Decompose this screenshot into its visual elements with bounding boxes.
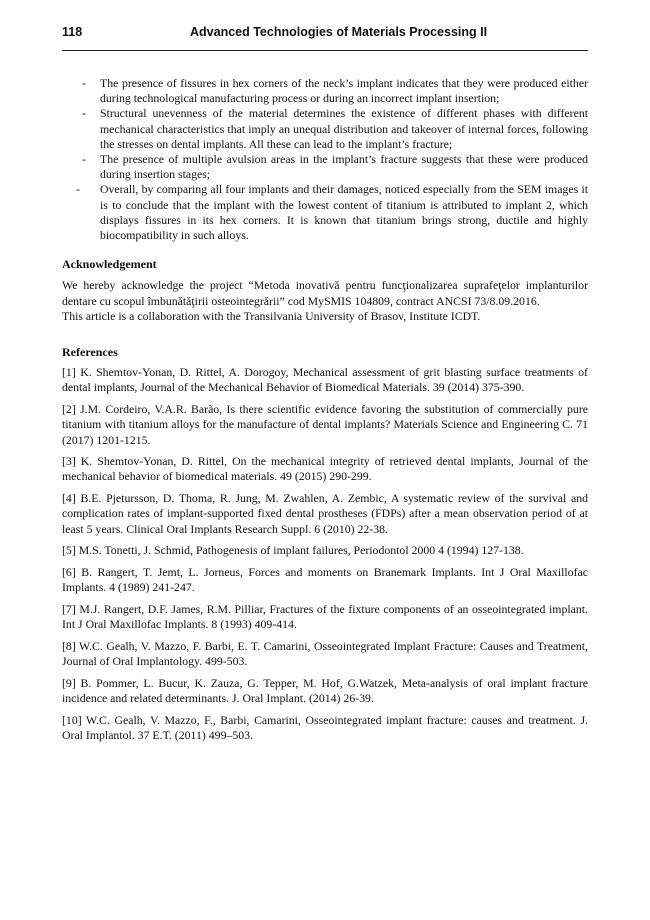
bullet-marker: - xyxy=(76,182,80,197)
reference-item: [9] B. Pommer, L. Bucur, K. Zauza, G. Tepper, M. Hof, G.Watzek, Meta-analysis of oral implant fracture incidence and related determinants. J. Oral Implant. (2014) 26-39. xyxy=(62,675,588,705)
acknowledgement-text xyxy=(62,278,588,324)
bullet-marker: - xyxy=(82,152,86,167)
reference-item: [3] K. Shemtov-Yonan, D. Rittel, On the mechanical integrity of retrieved dental implants, Journal of the mechanical behavior of biomedical materials. 49 (2015) 290-299. xyxy=(62,454,588,484)
reference-item: [8] W.C. Gealh, V. Mazzo, F. Barbi, E. T. Camarini, Osseointegrated Implant Fracture: Causes and Treatment, Journal of Oral Implantology. 499-503. xyxy=(62,638,588,668)
conclusion-bullets xyxy=(62,76,588,243)
bullet-marker: - xyxy=(82,76,86,90)
reference-item: [7] M.J. Rangert, D.F. James, R.M. Pilliar, Fractures of the fixture components of an osseointegrated implant. Int J Oral Maxillofac Implants. 8 (1993) 409-414. xyxy=(62,601,588,632)
acknowledgement-paragraph: This article is a collaboration with the Transilvania University of Brasov, Institute ICDT. xyxy=(62,308,481,323)
bullet-item xyxy=(62,106,588,152)
acknowledgement-paragraph: We hereby acknowledge the project “Metoda inovativă pentru funcţionalizarea suprafeţelor implanturilor dentare cu scopul îmbunătăţirii osteointegrării” cod MySMIS 104809, contract ANCSI 73/8.09.2016. xyxy=(62,278,588,308)
page-number: 118 xyxy=(62,25,83,39)
bullet-marker: - xyxy=(82,106,86,121)
reference-item: [6] B. Rangert, T. Jemt, L. Jorneus, Forces and moments on Branemark Implants. Int J Oral Maxillofac Implants. 4 (1989) 241-247. xyxy=(62,564,588,595)
reference-item: [2] J.M. Cordeiro, V.A.R. Barão, Is there scientific evidence favoring the substitution of commercially pure titanium with titanium alloys for the manufacture of dental implants? Materials Science and Engineering C. 71 (2017) 1201-1215. xyxy=(62,402,588,447)
bullet-text: The presence of multiple avulsion areas in the implant’s fracture suggests that these were produced during insertion stages; xyxy=(100,152,588,182)
bullet-item xyxy=(62,76,588,106)
bullet-text: The presence of fissures in hex corners of the neck’s implant indicates that they were produced either during technological manufacturing process or during an incorrect implant insertion; xyxy=(100,76,588,106)
bullet-item xyxy=(62,182,588,243)
bullet-text: Structural unevenness of the material determines the existence of different phases with different mechanical characteristics that imply an unequal distribution and takeover of internal forces, following the stresses on dental implants. All these can lead to the implant’s fracture; xyxy=(100,106,588,151)
running-header xyxy=(62,22,588,46)
acknowledgement-heading: Acknowledgement xyxy=(62,257,157,272)
reference-item: [5] M.S. Tonetti, J. Schmid, Pathogenesis of implant failures, Periodontol 2000 4 (1994) 127-138. xyxy=(62,543,524,558)
header-rule xyxy=(62,50,588,51)
reference-item: [1] K. Shemtov-Yonan, D. Rittel, A. Dorogoy, Mechanical assessment of grit blasting surface treatments of dental implants, Journal of the Mechanical Behavior of Biomedical Materials. 39 (2014) 375-390. xyxy=(62,365,588,395)
reference-item: [10] W.C. Gealh, V. Mazzo, F., Barbi, Camarini, Osseointegrated implant fracture: causes and treatment. J. Oral Implantol. 37 E.T. (2011) 499–503. xyxy=(62,712,588,742)
bullet-item xyxy=(62,152,588,182)
body-content xyxy=(62,76,588,750)
bullet-text: Overall, by comparing all four implants and their damages, noticed especially from the SEM images it is to conclude that the implant with the lowest content of titanium is attributed to implant 2, which displays fissures in its hex corners. It is known that titanium brings strong, ductile and highly biocompatibility in such alloys. xyxy=(100,182,588,243)
references-heading: References xyxy=(62,345,118,360)
journal-title: Advanced Technologies of Materials Processing II xyxy=(190,25,488,39)
reference-item: [4] B.E. Pjetursson, D. Thoma, R. Jung, M. Zwahlen, A. Zembic, A systematic review of the survival and complication rates of implant-supported fixed dental prostheses (FDPs) after a mean observation period of at least 5 years. Clinical Oral Implants Research Suppl. 6 (2010) 22-38. xyxy=(62,491,588,536)
reference-list xyxy=(62,365,588,743)
